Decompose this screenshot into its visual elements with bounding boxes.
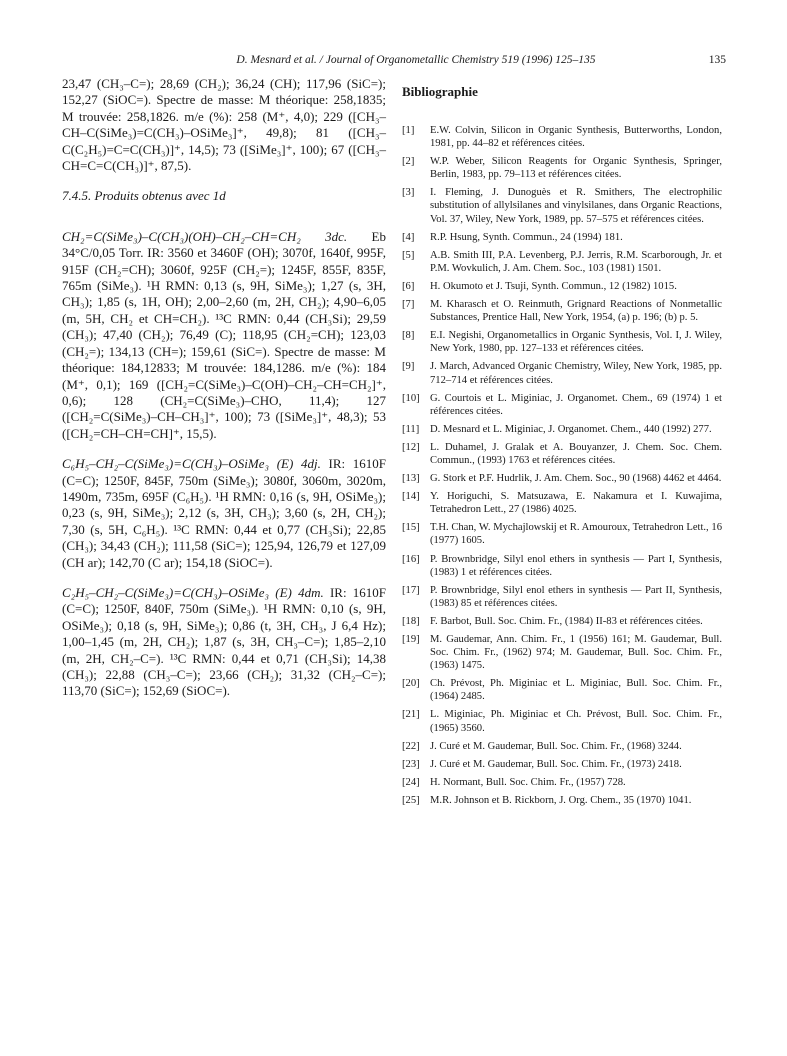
- reference-item: [402, 186, 722, 225]
- reference-text: L. Miginiac, Ph. Miginiac et Ch. Prévost, Bull. Soc. Chim. Fr., (1965) 3560.: [430, 709, 722, 734]
- reference-item: [402, 124, 722, 150]
- reference-number: [6]: [402, 280, 415, 292]
- compound-4dm-formula: C₂H₅–CH₂–C(SiMe₃)=C(CH₃)–OSiMe₃ (E) 4dm.: [62, 584, 324, 600]
- journal-citation: D. Mesnard et al. / Journal of Organometallic Chemistry 519 (1996) 125–135: [236, 54, 596, 66]
- reference-number: [20]: [402, 678, 420, 690]
- left-column: [62, 76, 386, 714]
- paragraph-compound-4dm: [62, 585, 386, 700]
- reference-number: [5]: [402, 249, 415, 261]
- reference-number: [16]: [402, 553, 420, 565]
- paragraph-spectra-continued: 23,47 (CH₃–C=); 28,69 (CH₂); 36,24 (CH); 117,96 (SiC=); 152,27 (SiOC=). Spectre de masse: M théorique: 258,1835; M trouvée: 258,1826. m/e (%): 258 (M⁺, 4,0); 229 ([CH₃–CH–C(SiMe₃)=C(CH₃)–OSiMe₃]⁺, 49,8); 81 ([CH₃–C(C₂H₅)=C=C(CH₃)]⁺, 14,5); 73 ([SiMe₃]⁺, 100); 67 ([CH₃–CH=C=C(CH₃)]⁺, 87,5).: [62, 76, 386, 174]
- reference-number: [17]: [402, 584, 420, 596]
- reference-item: [402, 677, 722, 703]
- reference-text: H. Normant, Bull. Soc. Chim. Fr., (1957) 728.: [430, 776, 626, 788]
- reference-item: [402, 584, 722, 610]
- reference-item: [402, 249, 722, 275]
- reference-item: [402, 615, 722, 628]
- reference-number: [19]: [402, 634, 420, 645]
- reference-number: [18]: [402, 615, 420, 627]
- reference-item: [402, 280, 722, 293]
- reference-text: M. Gaudemar, Ann. Chim. Fr., 1 (1956) 161; M. Gaudemar, Bull. Soc. Chim. Fr., (1962) 974; M. Gaudemar, Bull. Soc. Chim. Fr., (1963) 1475.: [430, 634, 722, 672]
- reference-text: E.I. Negishi, Organometallics in Organic Synthesis, Vol. I, J. Wiley, New York, 1980, pp. 127–133 et références citées.: [430, 330, 722, 355]
- reference-number: [2]: [402, 156, 415, 168]
- reference-number: [12]: [402, 441, 420, 453]
- reference-text: J. Curé et M. Gaudemar, Bull. Soc. Chim. Fr., (1968) 3244.: [430, 740, 682, 752]
- reference-number: [4]: [402, 231, 415, 243]
- reference-number: [1]: [402, 125, 415, 136]
- reference-number: [14]: [402, 491, 420, 503]
- reference-item: [402, 633, 722, 672]
- reference-text: G. Courtois et L. Miginiac, J. Organomet. Chem., 69 (1974) 1 et références citées.: [430, 392, 722, 417]
- reference-text: F. Barbot, Bull. Soc. Chim. Fr., (1984) II-83 et références citées.: [430, 615, 703, 627]
- reference-text: P. Brownbridge, Silyl enol ethers in synthesis — Part II, Synthesis, (1983) 85 et références citées.: [430, 584, 722, 609]
- compound-4dj-formula: C₆H₅–CH₂–C(SiMe₃)=C(CH₃)–OSiMe₃ (E) 4dj.: [62, 456, 321, 472]
- reference-item: [402, 521, 722, 547]
- reference-text: G. Stork et P.F. Hudrlik, J. Am. Chem. Soc., 90 (1968) 4462 et 4464.: [430, 473, 722, 485]
- reference-text: P. Brownbridge, Silyl enol ethers in synthesis — Part I, Synthesis, (1983) 1 et références citées.: [430, 553, 722, 578]
- reference-item: [402, 472, 722, 485]
- reference-item: [402, 441, 722, 467]
- reference-item: [402, 708, 722, 734]
- compound-3dc-formula: CH₂=C(SiMe₃)–C(CH₃)(OH)–CH₂–CH=CH₂ 3dc.: [62, 228, 348, 244]
- reference-text: Y. Horiguchi, S. Matsuzawa, E. Nakamura et I. Kuwajima, Tetrahedron Lett., 27 (1986) 4025.: [430, 491, 722, 516]
- bibliography-title: Bibliographie: [402, 84, 478, 99]
- reference-text: M.R. Johnson et B. Rickborn, J. Org. Chem., 35 (1970) 1041.: [430, 794, 692, 806]
- reference-item: [402, 740, 722, 753]
- reference-item: [402, 392, 722, 418]
- reference-number: [25]: [402, 794, 420, 806]
- reference-text: J. March, Advanced Organic Chemistry, Wiley, New York, 1985, pp. 712–714 et références citées.: [430, 361, 722, 386]
- reference-text: T.H. Chan, W. Mychajlowskij et R. Amouroux, Tetrahedron Lett., 16 (1977) 1605.: [430, 522, 722, 547]
- reference-text: I. Fleming, J. Dunoguès et R. Smithers, The electrophilic substitution of allylsilanes and vinylsilanes, dans Organic Reactions, Vol. 37, Wiley, New York, 1989, pp. 57–575 et références citées.: [430, 187, 722, 225]
- reference-number: [15]: [402, 522, 420, 534]
- reference-number: [7]: [402, 299, 415, 311]
- reference-item: [402, 794, 722, 807]
- reference-text: J. Curé et M. Gaudemar, Bull. Soc. Chim. Fr., (1973) 2418.: [430, 758, 682, 770]
- reference-number: [8]: [402, 330, 415, 342]
- compound-3dc-data: Eb 34°C/0,05 Torr. IR: 3560 et 3460F (OH); 3070f, 1640f, 995F, 915F (CH₂=CH); 3060f, 925F (CH₂=); 1245F, 855F, 835F, 765m (SiMe₃). ¹H RMN: 0,13 (s, 9H, SiMe₃); 1,27 (s, 3H, CH₃); 1,85 (s, 1H, OH); 2,00–2,60 (m, 2H, CH₂); 4,90–6,05 (m, 5H, CH₂ et CH=CH₂). ¹³C RMN: 0,44 (CH₃Si); 29,59 (CH₃); 47,40 (CH₂); 76,49 (C); 118,95 (CH₂=CH); 123,03 (CH₂=); 134,13 (CH=); 159,61 (SiC=). Spectre de masse: M théorique: 184,12833; M trouvée: 184,1286. m/e (%): 184 (M⁺, 0,1); 169 ([CH₂=C(SiMe₃)–C(OH)–CH₂–CH=CH₂]⁺, 0,6); 128 (CH₂=C(SiMe₃)–CHO, 11,4); 127 ([CH₂=C(SiMe₃)–CH–CH₃]⁺, 100); 73 ([SiMe₃]⁺, 48,3); 53 ([CH₂=CH–CH=CH]⁺, 15,5).: [62, 228, 386, 441]
- reference-item: [402, 776, 722, 789]
- page-number: 135: [708, 54, 726, 66]
- paragraph-compound-4dj: [62, 456, 386, 571]
- reference-text: W.P. Weber, Silicon Reagents for Organic Synthesis, Springer, Berlin, 1983, pp. 79–113 et références citées.: [430, 156, 722, 181]
- reference-text: M. Kharasch et O. Reinmuth, Grignard Reactions of Nonmetallic Substances, Prentice Hall, New York, 1954, (a) p. 196; (b) p. 5.: [430, 299, 722, 324]
- reference-number: [3]: [402, 187, 415, 199]
- reference-item: [402, 490, 722, 516]
- reference-number: [24]: [402, 776, 420, 788]
- running-header: [196, 54, 726, 66]
- reference-text: D. Mesnard et L. Miginiac, J. Organomet. Chem., 440 (1992) 277.: [430, 423, 712, 435]
- reference-item: [402, 553, 722, 579]
- reference-number: [21]: [402, 709, 420, 721]
- bibliography-section: [402, 84, 722, 812]
- reference-item: [402, 758, 722, 771]
- reference-item: [402, 423, 722, 436]
- section-heading: 7.4.5. Produits obtenus avec 1d: [62, 188, 226, 204]
- reference-text: Ch. Prévost, Ph. Miginiac et L. Miginiac, Bull. Soc. Chim. Fr., (1964) 2485.: [430, 678, 722, 703]
- reference-number: [23]: [402, 758, 420, 770]
- reference-number: [10]: [402, 392, 420, 404]
- reference-item: [402, 360, 722, 386]
- reference-number: [9]: [402, 361, 415, 373]
- reference-item: [402, 298, 722, 324]
- paragraph-compound-3dc: [62, 229, 386, 442]
- compound-4dj-data: IR: 1610F (C=C); 1250F, 845F, 750m (SiMe₃); 3080f, 3060m, 3020m, 1490m, 735m, 695F (C₆H₅). ¹H RMN: 0,16 (s, 9H, OSiMe₃); 0,23 (s, 9H, SiMe₃); 2,12 (s, 3H, CH₃); 3,60 (s, 2H, CH₂); 7,30 (s, 5H, C₆H₅). ¹³C RMN: 0,44 et 0,77 (CH₃Si); 22,85 (CH₃); 34,43 (CH₂); 111,58 (SiC=); 125,94, 126,79 et 127,09 (CH ar); 142,70 (C ar); 154,18 (SiOC=).: [62, 456, 387, 570]
- reference-text: R.P. Hsung, Synth. Commun., 24 (1994) 181.: [430, 231, 623, 243]
- reference-number: [13]: [402, 473, 420, 485]
- reference-number: [22]: [402, 740, 420, 752]
- reference-text: L. Duhamel, J. Gralak et A. Bouyanzer, J. Chem. Soc. Chem. Commun., (1993) 1763 et références citées.: [430, 441, 722, 466]
- reference-text: E.W. Colvin, Silicon in Organic Synthesis, Butterworths, London, 1981, pp. 44–82 et références citées.: [430, 125, 722, 150]
- reference-list: [402, 124, 722, 807]
- compound-4dm-data: IR: 1610F (C=C); 1250F, 840F, 750m (SiMe₃). ¹H RMN: 0,10 (s, 9H, OSiMe₃); 0,18 (s, 9H, SiMe₃); 0,86 (t, 3H, CH₃, J 6,4 Hz); 1,00–1,45 (m, 2H, CH₂); 1,87 (s, 3H, CH₃–C=); 1,85–2,10 (m, 2H, CH₂–C=). ¹³C RMN: 0,44 et 0,71 (CH₃Si); 14,38 (CH₃); 22,88 (CH₃–C=); 23,66 (CH₂); 31,32 (CH₂–C=); 113,70 (SiC=); 152,69 (SiOC=).: [62, 584, 386, 699]
- reference-item: [402, 329, 722, 355]
- reference-number: [11]: [402, 423, 420, 435]
- reference-item: [402, 231, 722, 244]
- reference-text: H. Okumoto et J. Tsuji, Synth. Commun., 12 (1982) 1015.: [430, 280, 677, 292]
- reference-text: A.B. Smith III, P.A. Levenberg, P.J. Jerris, R.M. Scarborough, Jr. et P.M. Wovkulich, J. Am. Chem. Soc., 103 (1981) 1501.: [430, 249, 722, 274]
- reference-item: [402, 155, 722, 181]
